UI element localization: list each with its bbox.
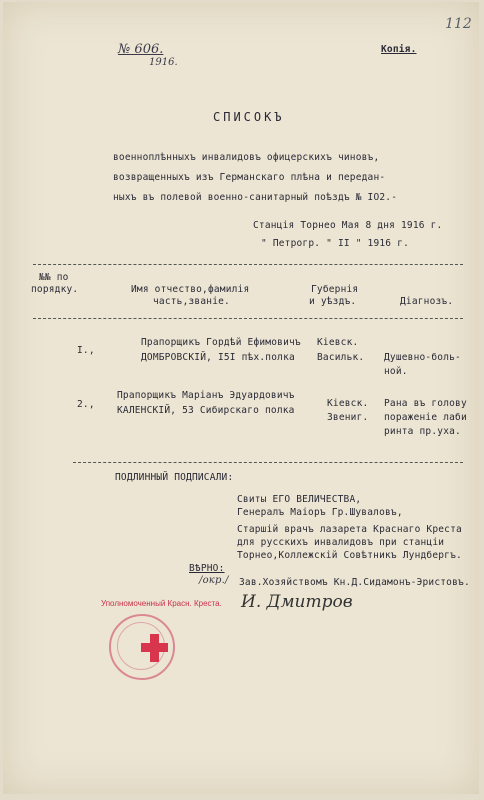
table-row-2-diagnosis: Рана въ голову bbox=[384, 398, 467, 409]
signatory-2-line-2: для русскихъ инвалидовъ при станціи bbox=[237, 537, 445, 548]
red-cross-icon-bar bbox=[141, 643, 168, 652]
table-row-2-gubernia-2: Звениг. bbox=[327, 412, 369, 423]
signatory-1: Свиты ЕГО ВЕЛИЧЕСТВА, bbox=[237, 494, 362, 505]
intro-line-1: военноплѣнныхъ инвалидовъ офицерскихъ чиновъ, bbox=[113, 152, 380, 163]
intro-line-3: ныхъ въ полевой военно-санитарный поѣздъ № IO2.- bbox=[113, 192, 398, 203]
col-header-gubernia-2: и уѣздъ. bbox=[309, 296, 357, 307]
table-row-1-gubernia-2: Васильк. bbox=[317, 352, 365, 363]
document-year: 1916. bbox=[149, 57, 178, 68]
table-row-2-diagnosis-2: пораженіе лаби bbox=[384, 412, 467, 423]
table-row-1-diagnosis-2: ной. bbox=[384, 366, 408, 377]
col-header-name-2: часть,званіе. bbox=[153, 296, 230, 307]
document-title: СПИСОКЪ bbox=[213, 110, 285, 124]
col-header-number: №№ по bbox=[39, 272, 69, 283]
col-header-name: Имя отчество,фамилія bbox=[131, 284, 250, 295]
col-header-gubernia: Губернія bbox=[311, 284, 359, 295]
petrograd-date: " Петрогр. " II " 1916 г. bbox=[261, 238, 409, 249]
table-row-1-diagnosis: Душевно-боль- bbox=[384, 352, 461, 363]
col-header-diagnosis: Діагнозъ. bbox=[400, 296, 454, 307]
signatory-2: Старшій врачъ лазарета Краснаго Креста bbox=[237, 524, 462, 535]
intro-line-2: возвращенныхъ изъ Германскаго плѣна и передан- bbox=[113, 172, 386, 183]
table-row-1-name-2: ДОМБРОВСКІЙ, I5I пѣх.полка bbox=[141, 352, 295, 363]
document-number: № 606. bbox=[118, 42, 164, 57]
signed-label: ПОДЛИННЫЙ ПОДПИСАЛИ: bbox=[115, 472, 234, 483]
station-date: Станція Торнео Мая 8 дня 1916 г. bbox=[253, 220, 443, 231]
document-page bbox=[3, 2, 479, 794]
okr-label: /окр./ bbox=[199, 575, 229, 586]
table-row-2-number: 2., bbox=[77, 399, 95, 410]
red-stamp-text: Уполномоченный Красн. Креста. bbox=[101, 599, 222, 608]
table-row-2-name-2: КАЛЕНСКІЙ, 53 Сибирскаго полка bbox=[117, 405, 295, 416]
divider bbox=[33, 318, 463, 319]
signatory-2-line-3: Торнео,Коллежскій Совѣтникъ Лундбергъ. bbox=[237, 550, 462, 561]
table-row-2-gubernia: Кіевск. bbox=[327, 398, 369, 409]
manager-line: Зав.Хозяйствомъ Кн.Д.Сидамонъ-Эристовъ. bbox=[239, 577, 470, 588]
table-row-2-diagnosis-3: ринта пр.уха. bbox=[384, 426, 461, 437]
page-number: 112 bbox=[445, 16, 472, 32]
table-row-1-gubernia: Кіевск. bbox=[317, 337, 359, 348]
copy-label: Копія. bbox=[381, 44, 417, 55]
table-row-2-name: Прапорщикъ Маріанъ Эдуардовичъ bbox=[117, 390, 295, 401]
table-row-1-number: I., bbox=[77, 345, 95, 356]
verno-label: ВѢРНО: bbox=[189, 563, 225, 574]
divider bbox=[33, 264, 463, 265]
handwritten-signature: И. Дмитров bbox=[241, 592, 353, 612]
signatory-1-title: Генералъ Маіоръ Гр.Шуваловъ, bbox=[237, 507, 403, 518]
divider bbox=[73, 462, 463, 463]
table-row-1-name: Прапорщикъ Гордѣй Ефимовичъ bbox=[141, 337, 301, 348]
col-header-number-2: порядку. bbox=[31, 284, 79, 295]
